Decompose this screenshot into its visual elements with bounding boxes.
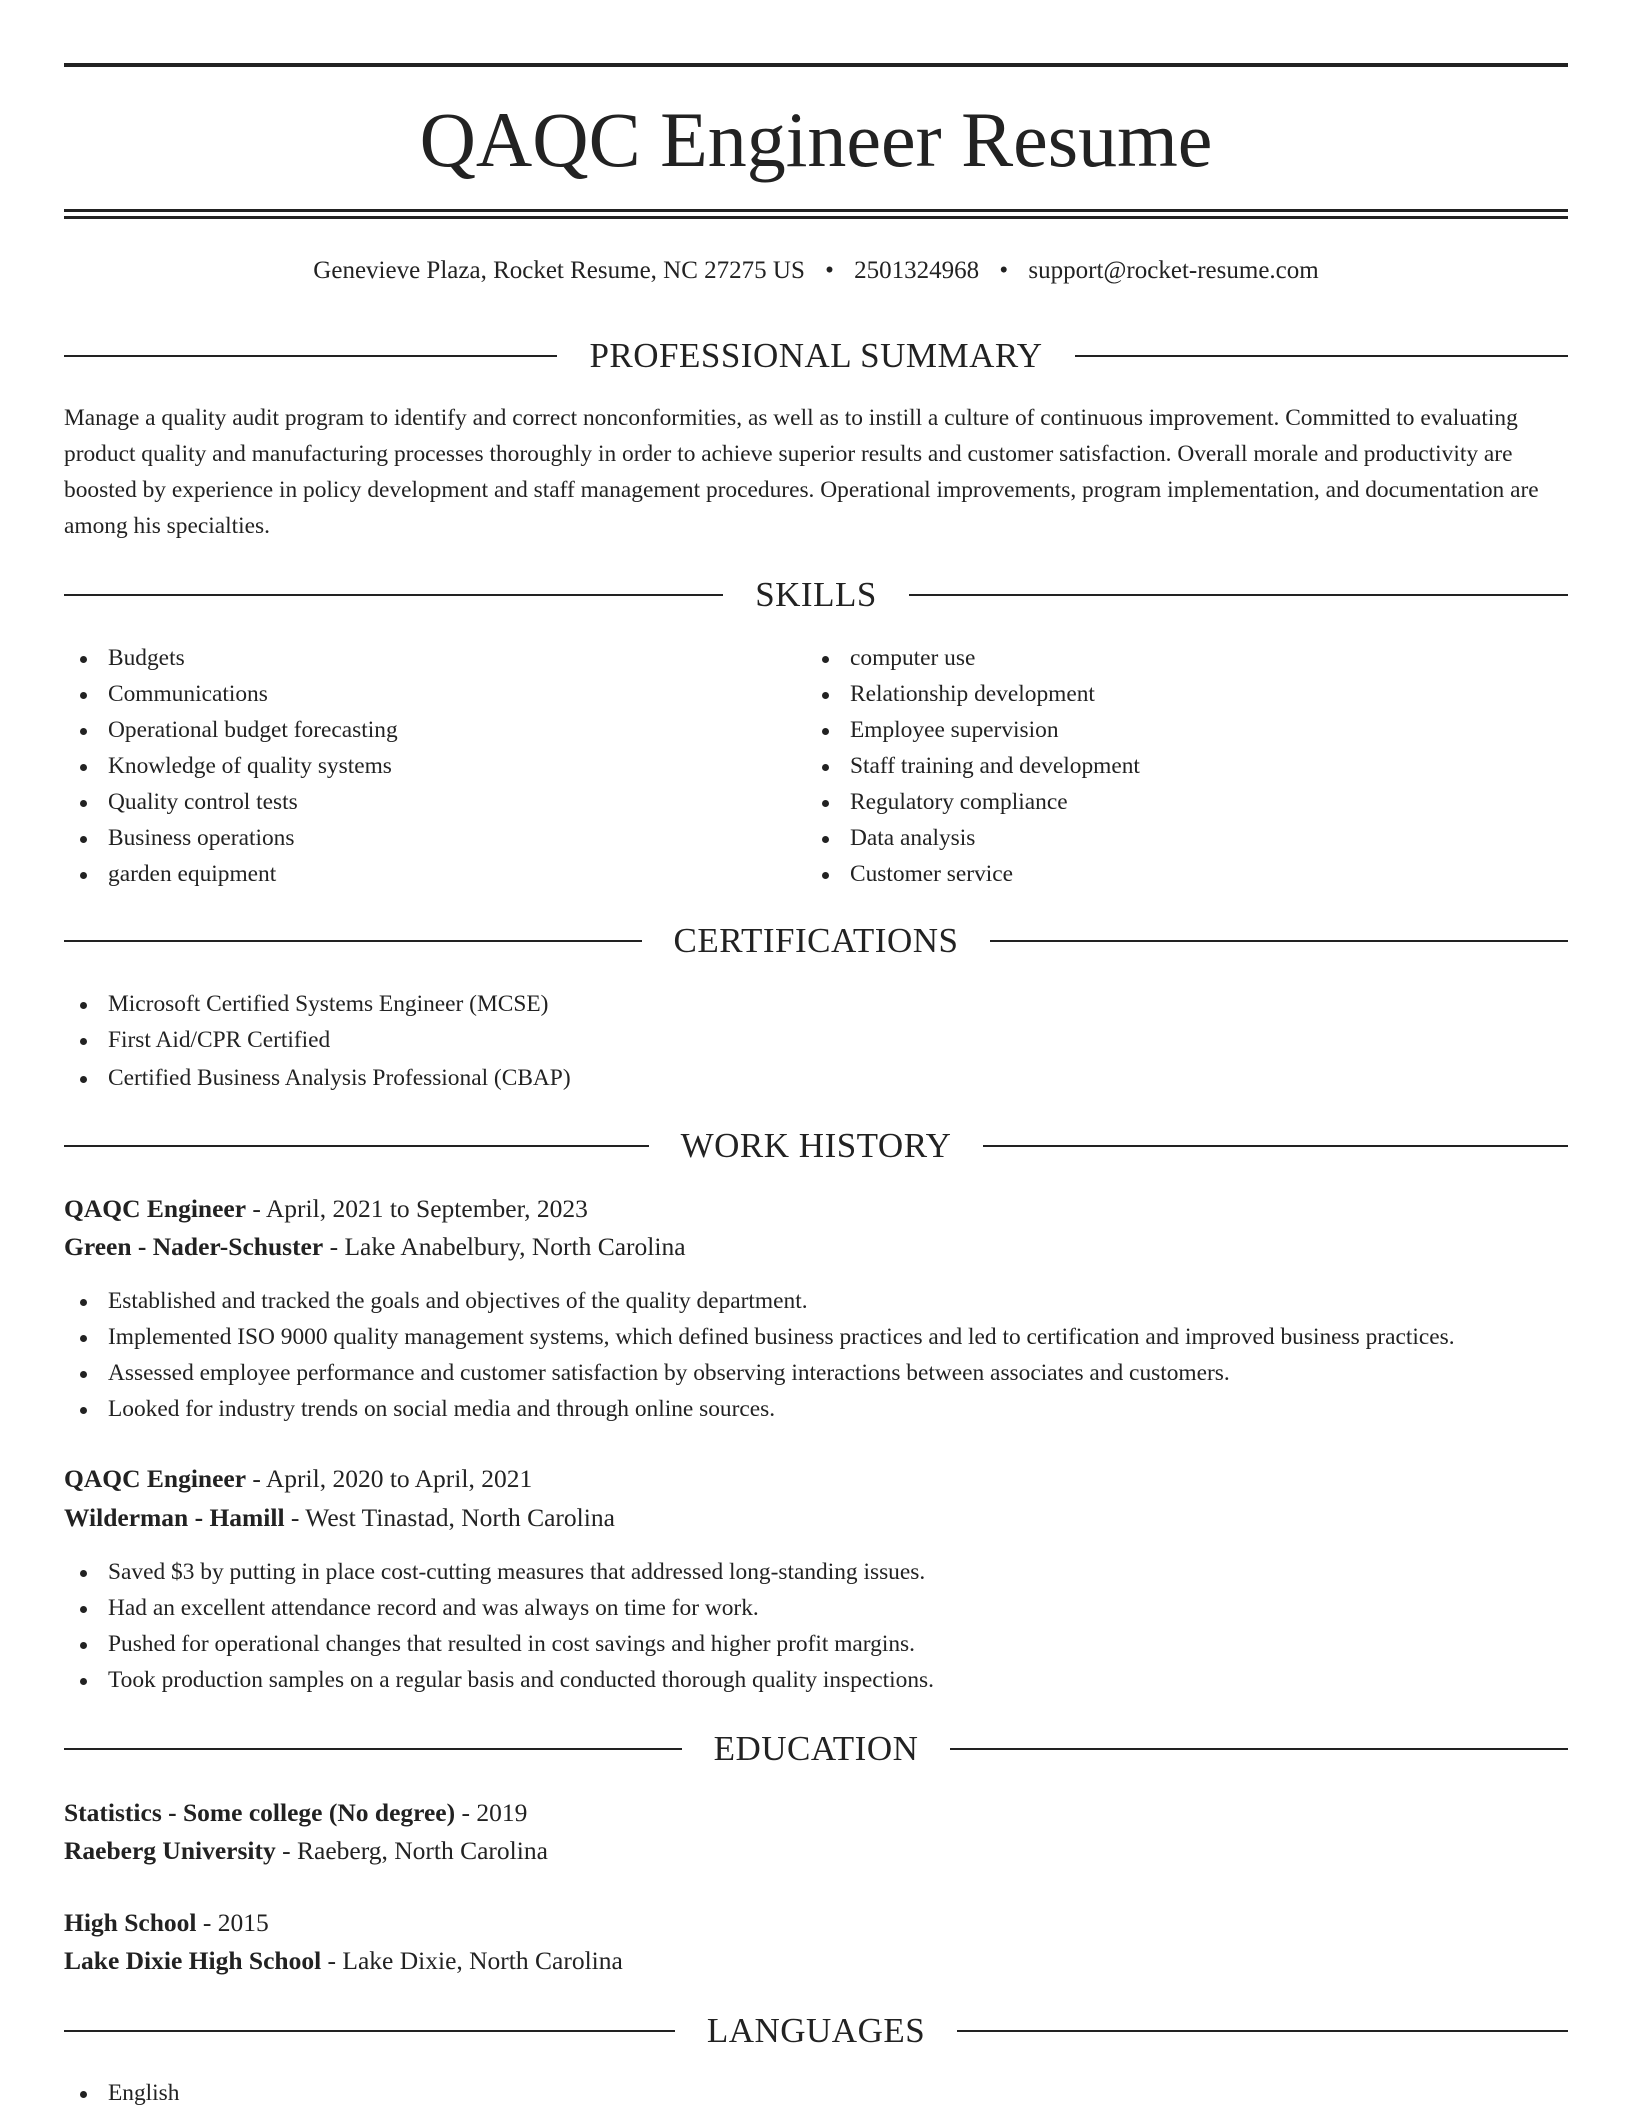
education-location: - Lake Dixie, North Carolina [321,1946,623,1975]
skill-item: Knowledge of quality systems [64,748,804,784]
skill-item: Customer service [806,856,1566,892]
skills-list-left [64,640,804,892]
education-school-line [64,1832,1568,1870]
certification-item: Certified Business Analysis Professional (CBAP) [64,1060,1568,1096]
summary-paragraph: Manage a quality audit program to identify and correct nonconformities, as well as to instill a culture of continuous improvement. Committed to evaluating product quality and manufacturing processes thoroughly in order to achieve superior results and customer satisfaction. Overall morale and productivity are boosted by experience in policy development and staff management procedures. Operational improvements, program implementation, and documentation are among his specialties. [64,405,1539,539]
section-title: WORK HISTORY [680,1126,952,1165]
heading-rule [909,594,1568,596]
job-dates: - April, 2020 to April, 2021 [246,1464,533,1493]
skill-item: Employee supervision [806,712,1566,748]
job-duty: Implemented ISO 9000 quality management systems, which defined business practices and led to certification and improved business practices. [64,1319,1568,1355]
heading-rule [983,1145,1568,1147]
job-company: Green - Nader-Schuster [64,1232,324,1261]
contact-address: Genevieve Plaza, Rocket Resume, NC 27275 US [313,257,805,284]
job-title-line [64,1190,1568,1228]
skill-item: computer use [806,640,1566,676]
top-rule [64,63,1568,67]
education-degree: High School [64,1908,197,1937]
skill-item: Regulatory compliance [806,784,1566,820]
education-school-line [64,1942,1568,1980]
contact-separator: • [825,257,834,284]
education-school: Lake Dixie High School [64,1946,322,1975]
section-title: CERTIFICATIONS [673,921,959,960]
job-duty: Looked for industry trends on social media and through online sources. [64,1391,1568,1427]
section-title: EDUCATION [713,1729,919,1768]
section-heading-summary [64,334,1568,378]
heading-rule [64,940,642,942]
education-degree-line [64,1904,1568,1942]
skill-item: Operational budget forecasting [64,712,804,748]
heading-rule [957,2030,1568,2032]
skill-item: Relationship development [806,676,1566,712]
job-duties-list [64,1554,1568,1698]
languages-list [64,2075,1568,2111]
skills-list-right [806,640,1566,892]
section-heading-skills [64,573,1568,617]
section-heading-languages [64,2009,1568,2053]
job-location: - Lake Anabelbury, North Carolina [323,1232,686,1261]
job-company: Wilderman - Hamill [64,1503,285,1532]
skill-item: garden equipment [64,856,804,892]
certifications-list [64,986,1568,1096]
job-title-line [64,1460,1568,1498]
contact-phone: 2501324968 [854,257,980,284]
skill-item: Communications [64,676,804,712]
certification-item: Microsoft Certified Systems Engineer (MCSE) [64,986,1568,1022]
section-title: SKILLS [755,575,877,614]
job-company-line [64,1228,1568,1266]
skill-item: Business operations [64,820,804,856]
heading-rule [1075,355,1568,357]
section-heading-education [64,1727,1568,1771]
skill-item: Data analysis [806,820,1566,856]
contact-email: support@rocket-resume.com [1028,257,1319,284]
heading-rule [64,594,723,596]
job-duty: Pushed for operational changes that resulted in cost savings and higher profit margins. [64,1626,1568,1662]
title-rule-lower [64,216,1568,219]
education-degree: Statistics - Some college (No degree) [64,1798,456,1827]
language-item: English [64,2075,1568,2111]
section-heading-certifications [64,919,1568,963]
job-company-line [64,1499,1568,1537]
education-year: - 2015 [196,1908,269,1937]
section-title: LANGUAGES [706,2011,926,2050]
job-duty: Established and tracked the goals and objectives of the quality department. [64,1283,1568,1319]
job-dates: - April, 2021 to September, 2023 [246,1194,588,1223]
heading-rule [64,1748,682,1750]
job-duty: Assessed employee performance and customer satisfaction by observing interactions between associates and customers. [64,1355,1568,1391]
heading-rule [64,1145,649,1147]
skill-item: Staff training and development [806,748,1566,784]
heading-rule [990,940,1568,942]
education-school: Raeberg University [64,1836,276,1865]
education-degree-line [64,1794,1568,1832]
resume-title: QAQC Engineer Resume [419,96,1213,183]
education-location: - Raeberg, North Carolina [275,1836,548,1865]
job-duties-list [64,1283,1568,1427]
job-duty: Saved $3 by putting in place cost-cutting measures that addressed long-standing issues. [64,1554,1568,1590]
job-location: - West Tinastad, North Carolina [284,1503,615,1532]
skill-item: Budgets [64,640,804,676]
heading-rule [64,355,557,357]
section-heading-work [64,1124,1568,1168]
education-year: - 2019 [455,1798,528,1827]
certification-item: First Aid/CPR Certified [64,1022,1568,1058]
section-title: PROFESSIONAL SUMMARY [589,336,1043,375]
job-duty: Took production samples on a regular basis and conducted thorough quality inspections. [64,1662,1568,1698]
contact-line [64,256,1568,286]
skill-item: Quality control tests [64,784,804,820]
job-duty: Had an excellent attendance record and was always on time for work. [64,1590,1568,1626]
heading-rule [64,2030,675,2032]
title-rule-upper [64,209,1568,212]
job-title: QAQC Engineer [64,1194,247,1223]
contact-separator: • [999,257,1009,284]
job-title: QAQC Engineer [64,1464,247,1493]
heading-rule [950,1748,1568,1750]
